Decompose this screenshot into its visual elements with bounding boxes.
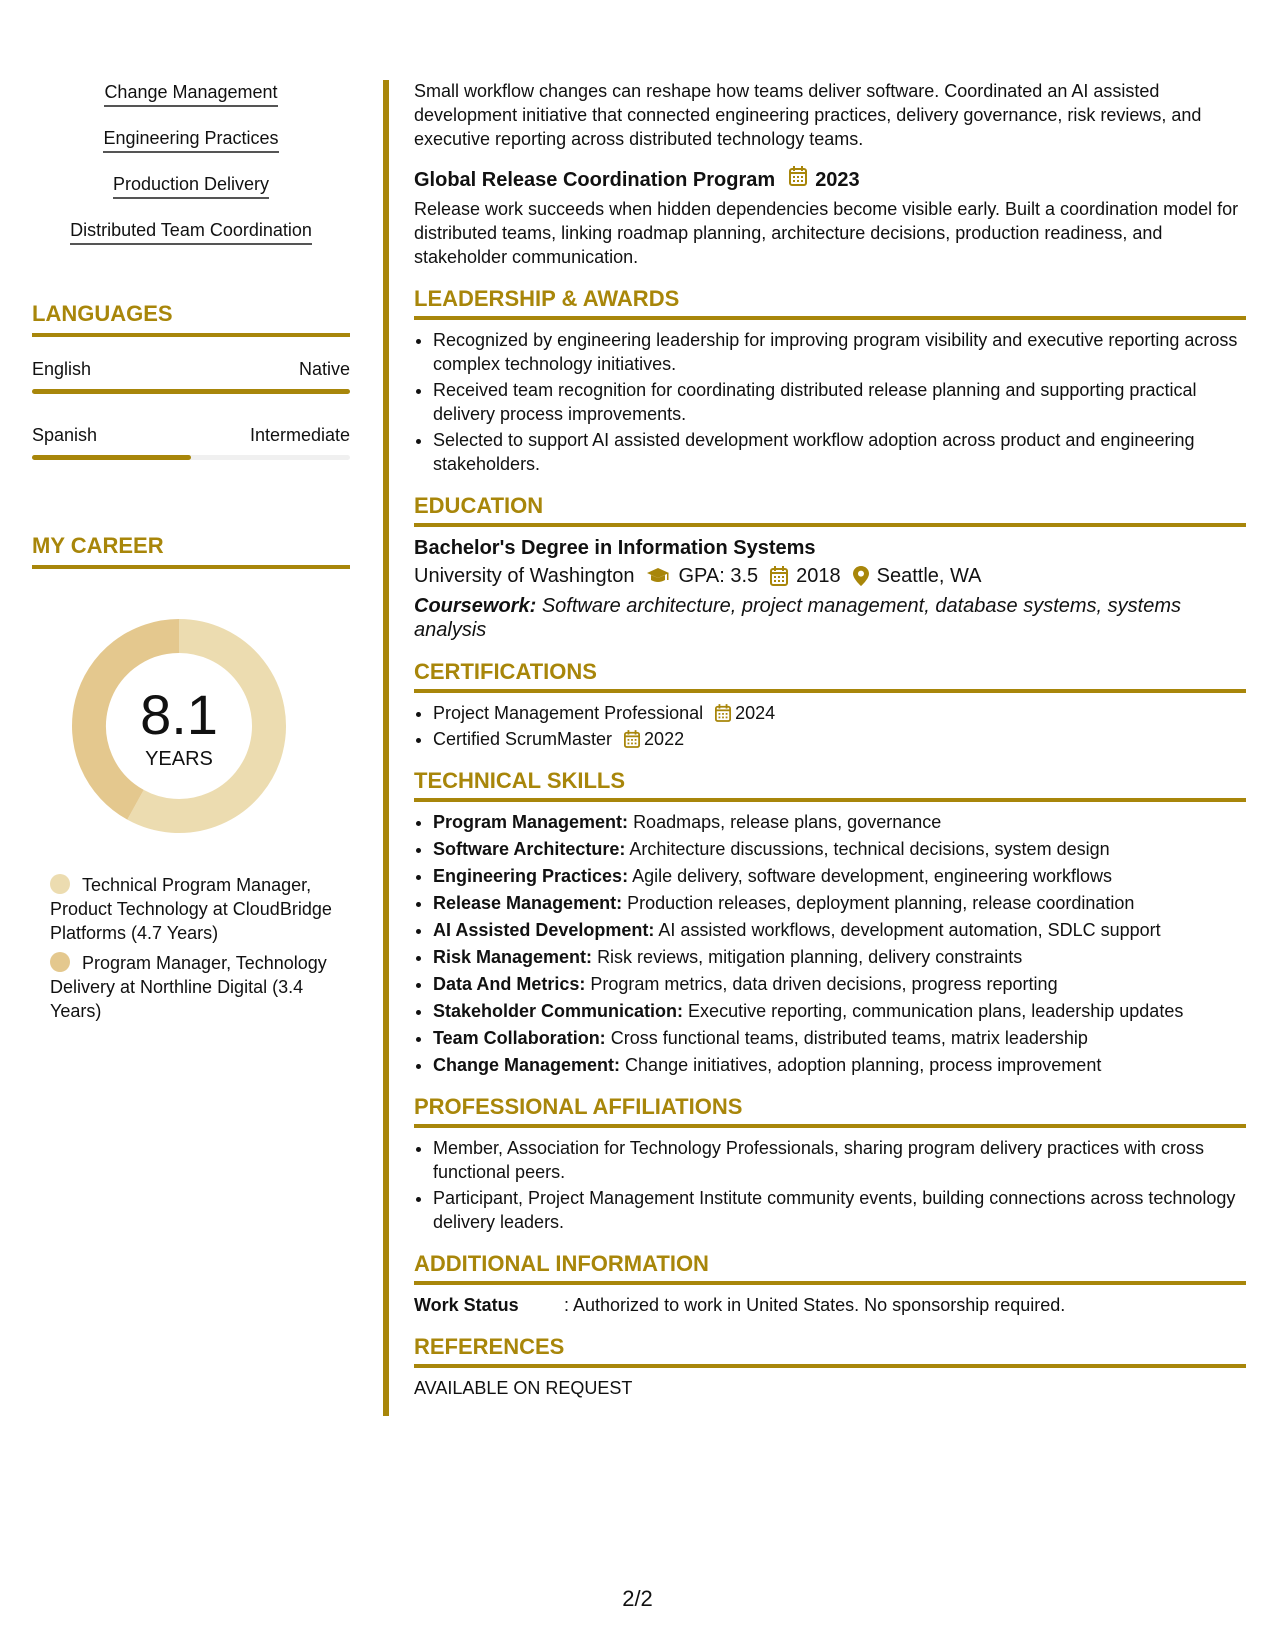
skill-text: Cross functional teams, distributed teams, matrix leadership [610, 1028, 1088, 1048]
school-name: University of Washington [414, 565, 635, 587]
career-heading: MY CAREER [32, 533, 350, 569]
skill-label: Software Architecture: [433, 839, 626, 859]
technical-skills-heading: TECHNICAL SKILLS [414, 768, 1246, 802]
total-years-value: 8.1 [140, 683, 218, 746]
project-title: Global Release Coordination Program [414, 168, 776, 191]
language-level: Native [298, 359, 350, 379]
certification-name: • Certified ScrumMaster [433, 729, 613, 749]
total-years-unit: YEARS [145, 748, 213, 770]
language-proficiency-fill [32, 389, 350, 394]
skill-label: Risk Management: [433, 947, 593, 967]
skill-label: Change Management: [433, 1055, 621, 1075]
skill-label: Team Collaboration: [433, 1028, 606, 1048]
skill-item [433, 810, 1246, 834]
list-item: • Recognized by engineering leadership for improving program visibility and executive reporting across complex technology initiatives. [433, 328, 1246, 376]
skill-text: Roadmaps, release plans, governance [633, 812, 942, 832]
career-role-label: Program Manager, Technology Delivery at Northline Digital (3.4 Years) [50, 953, 327, 1021]
graduation-cap-icon [646, 567, 670, 585]
calendar-icon [770, 566, 788, 586]
list-item: • Member, Association for Technology Professionals, sharing program delivery practices with cross functional peers. [433, 1136, 1246, 1184]
list-item: • Selected to support AI assisted development workflow adoption across product and engineering stakeholders. [433, 428, 1246, 476]
column-divider [383, 80, 389, 1416]
certification-year: 2022 [644, 729, 685, 749]
leadership-heading: LEADERSHIP & AWARDS [414, 286, 1246, 320]
work-status-value: : Authorized to work in United States. No sponsorship required. [564, 1295, 1066, 1315]
technical-skills-list [414, 810, 1246, 1077]
graduation-year: 2018 [796, 565, 841, 587]
coursework-text: Software architecture, project management, database systems, systems analysis [414, 595, 1181, 641]
skill-label: Data And Metrics: [433, 974, 586, 994]
coursework [414, 594, 1246, 642]
skill-text: Production releases, deployment planning, release coordination [627, 893, 1135, 913]
skill-label: Release Management: [433, 893, 623, 913]
education-meta [414, 561, 1246, 591]
language-item [32, 357, 350, 394]
certification-name: • Project Management Professional [433, 703, 704, 723]
career-donut-chart [66, 613, 292, 839]
project-year: 2023 [815, 168, 860, 191]
coursework-label: Coursework: [414, 595, 537, 617]
language-name: English [32, 359, 92, 379]
skill-text: Risk reviews, mitigation planning, delivery constraints [597, 947, 1023, 967]
page-number: 2/2 [622, 1586, 653, 1611]
skill-item [433, 972, 1246, 996]
language-item [32, 423, 350, 460]
skill-item [433, 945, 1246, 969]
additional-info-heading: ADDITIONAL INFORMATION [414, 1251, 1246, 1285]
skill-label: Program Management: [433, 812, 629, 832]
skill-label: Stakeholder Communication: [433, 1001, 684, 1021]
certifications-heading: CERTIFICATIONS [414, 659, 1246, 693]
legend-swatch [50, 952, 70, 972]
languages-section [32, 301, 350, 460]
skill-text: Program metrics, data driven decisions, progress reporting [590, 974, 1058, 994]
skill-text: Agile delivery, software development, engineering workflows [632, 866, 1113, 886]
skill-tag: Change Management [104, 80, 277, 107]
language-proficiency-bar [32, 389, 350, 394]
certification-year: 2024 [735, 703, 776, 723]
skill-item [433, 891, 1246, 915]
skill-tags [32, 80, 350, 264]
skill-item [433, 1053, 1246, 1077]
education-location: Seattle, WA [876, 565, 982, 587]
language-name: Spanish [32, 425, 98, 445]
skill-item [433, 918, 1246, 942]
skill-item [433, 999, 1246, 1023]
degree-title: Bachelor's Degree in Information Systems [414, 537, 816, 559]
skill-tag: Production Delivery [113, 172, 269, 199]
language-proficiency-bar [32, 455, 350, 460]
affiliations-heading: PROFESSIONAL AFFILIATIONS [414, 1094, 1246, 1128]
affiliations-list [414, 1136, 1246, 1234]
certifications-list [414, 701, 1246, 751]
certification-item [433, 727, 1246, 751]
skill-item [433, 837, 1246, 861]
map-pin-icon [853, 566, 869, 586]
skill-label: AI Assisted Development: [433, 920, 655, 940]
languages-heading: LANGUAGES [32, 301, 350, 337]
project-description: Release work succeeds when hidden dependencies become visible early. Built a coordination model for distributed teams, linking roadmap planning, architecture decisions, production readiness, and stakeholder communication. [414, 199, 1239, 267]
language-proficiency-fill [32, 455, 191, 460]
skill-tag: Engineering Practices [103, 126, 278, 153]
education-heading: EDUCATION [414, 493, 1246, 527]
career-role-label: Technical Program Manager, Product Technology at CloudBridge Platforms (4.7 Years) [50, 875, 332, 943]
list-item: • Received team recognition for coordinating distributed release planning and supporting practical delivery process improvements. [433, 378, 1246, 426]
skill-tag: Distributed Team Coordination [70, 218, 312, 245]
language-level: Intermediate [249, 425, 350, 445]
donut-center [66, 613, 292, 839]
skill-text: AI assisted workflows, development automation, SDLC support [658, 920, 1161, 940]
career-legend [32, 873, 340, 1023]
calendar-icon [789, 166, 807, 193]
references-heading: REFERENCES [414, 1334, 1246, 1368]
skill-label: Engineering Practices: [433, 866, 629, 886]
calendar-icon [624, 730, 640, 748]
calendar-icon [715, 704, 731, 722]
work-status-label: Work Status [414, 1295, 519, 1315]
list-item: • Participant, Project Management Institute community events, building connections across technology delivery leaders. [433, 1186, 1246, 1234]
gpa: GPA: 3.5 [678, 565, 759, 587]
certification-item [433, 701, 1246, 725]
sidebar [32, 80, 350, 1029]
career-legend-item [50, 951, 340, 1023]
career-legend-item [50, 873, 340, 945]
career-section [32, 533, 350, 1023]
main-column [414, 79, 1246, 1400]
skill-text: Architecture discussions, technical decisions, system design [629, 839, 1110, 859]
references-text: AVAILABLE ON REQUEST [414, 1378, 633, 1398]
work-status-row [414, 1293, 1246, 1317]
project-intro: Small workflow changes can reshape how teams deliver software. Coordinated an AI assisted development initiative that connected engineering practices, delivery governance, risk reviews, and executive reporting across distributed technology teams. [414, 81, 1202, 149]
project-title-row [414, 166, 1246, 193]
skill-item [433, 1026, 1246, 1050]
skill-text: Executive reporting, communication plans, leadership updates [688, 1001, 1184, 1021]
skill-item [433, 864, 1246, 888]
leadership-list [414, 328, 1246, 476]
skill-text: Change initiatives, adoption planning, process improvement [625, 1055, 1102, 1075]
legend-swatch [50, 874, 70, 894]
